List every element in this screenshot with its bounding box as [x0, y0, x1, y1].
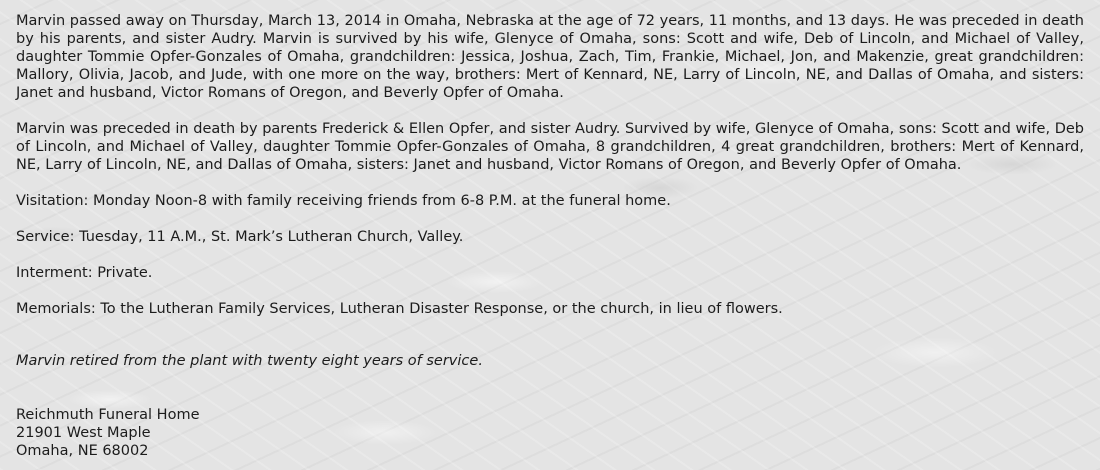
- funeral-home-city: Omaha, NE 68002: [16, 443, 149, 459]
- visitation-info: Visitation: Monday Noon-8 with family receiving friends from 6-8 P.M. at the funeral home.: [16, 193, 671, 209]
- funeral-home-address: [16, 406, 1084, 460]
- funeral-home-name: Reichmuth Funeral Home: [16, 407, 200, 423]
- funeral-home-street: 21901 West Maple: [16, 425, 151, 441]
- memorials-info: Memorials: To the Lutheran Family Services, Lutheran Disaster Response, or the church, in lieu of flowers.: [16, 301, 783, 317]
- service-info: Service: Tuesday, 11 A.M., St. Mark’s Lutheran Church, Valley.: [16, 229, 464, 245]
- interment-info: Interment: Private.: [16, 265, 153, 281]
- obituary-paragraph-2: Marvin was preceded in death by parents Frederick & Ellen Opfer, and sister Audry. Survived by wife, Glenyce of Omaha, sons: Scott and wife, Deb of Lincoln, and Michael of Valley, daughter Tommie Opfer-Gonzales of Omaha, 8 grandchildren, 4 great grandchildren, brothers: Mert of Kennard, NE, Larry of Lincoln, NE, and Dallas of Omaha, sisters: Janet and husband, Victor Romans of Oregon, and Beverly Opfer of Omaha.: [16, 121, 1084, 173]
- retirement-note: Marvin retired from the plant with twenty eight years of service.: [16, 353, 483, 369]
- obituary-document: [16, 12, 1084, 460]
- obituary-paragraph-1: Marvin passed away on Thursday, March 13, 2014 in Omaha, Nebraska at the age of 72 years, 11 months, and 13 days. He was preceded in death by his parents, and sister Audry. Marvin is survived by his wife, Glenyce of Omaha, sons: Scott and wife, Deb of Lincoln, and Michael of Valley, daughter Tommie Opfer-Gonzales of Omaha, grandchildren: Jessica, Joshua, Zach, Tim, Frankie, Michael, Jon, and Makenzie, great grandchildren: Mallory, Olivia, Jacob, and Jude, with one more on the way, brothers: Mert of Kennard, NE, Larry of Lincoln, NE, and Dallas of Omaha, and sisters: Janet and husband, Victor Romans of Oregon, and Beverly Opfer of Omaha.: [16, 13, 1084, 101]
